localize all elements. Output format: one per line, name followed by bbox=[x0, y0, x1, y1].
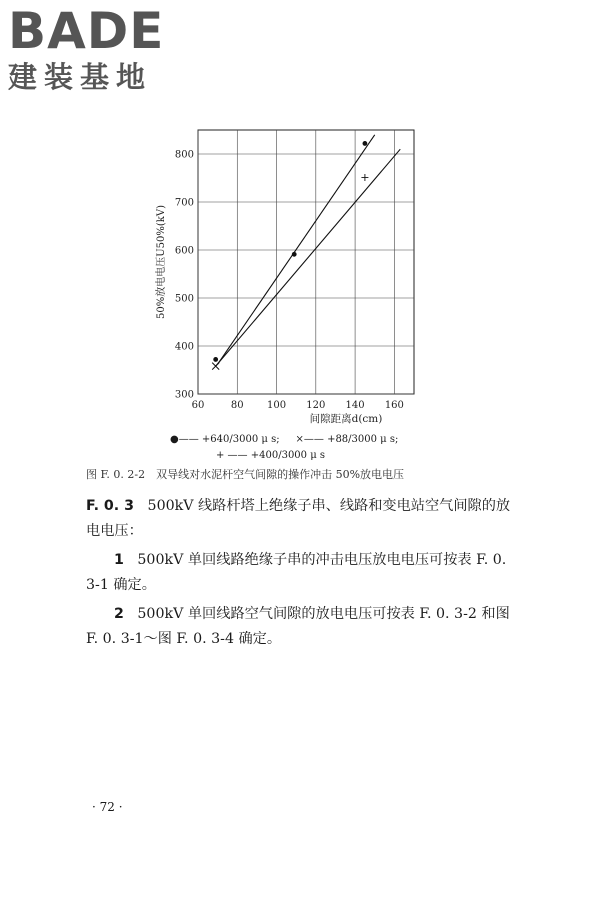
item-2-paragraph bbox=[86, 602, 516, 652]
data-point-dot bbox=[292, 252, 297, 257]
y-tick-label: 700 bbox=[174, 197, 194, 209]
section-paragraph bbox=[86, 494, 516, 544]
legend-row-2 bbox=[170, 448, 450, 464]
item-1-number: 1 bbox=[114, 552, 124, 568]
logo-wordmark: BADE bbox=[8, 2, 165, 60]
fit-line-series-1 bbox=[218, 135, 375, 364]
item-2-text: 500kV 单回线路空气间隙的放电电压可按表 F. 0. 3-2 和图 F. 0. 3-1～图 F. 0. 3-4 确定。 bbox=[86, 606, 510, 647]
x-tick-label: 160 bbox=[384, 400, 404, 411]
legend-plus-icon: + —— bbox=[216, 450, 248, 461]
item-2-number: 2 bbox=[114, 606, 124, 622]
data-point-plus bbox=[361, 174, 368, 181]
y-tick-label: 300 bbox=[174, 389, 194, 401]
y-axis-label: 50%放电电压U50%(kV) bbox=[156, 205, 167, 319]
y-tick-label: 500 bbox=[174, 293, 194, 305]
x-tick-label: 120 bbox=[306, 400, 326, 411]
section-number: F. 0. 3 bbox=[86, 498, 135, 514]
y-tick-label: 600 bbox=[174, 245, 194, 257]
y-tick-label: 400 bbox=[174, 341, 194, 353]
item-1-paragraph bbox=[86, 548, 516, 598]
x-tick-label: 60 bbox=[191, 400, 205, 411]
chart-legend bbox=[170, 432, 450, 464]
plot-frame bbox=[198, 130, 414, 394]
x-tick-label: 140 bbox=[345, 400, 365, 411]
page-number: · 72 · bbox=[92, 800, 123, 814]
document-body bbox=[86, 494, 516, 652]
data-point-dot bbox=[213, 357, 218, 362]
legend-label-88: +88/3000 μ s; bbox=[327, 434, 399, 445]
figure-caption: 图 F. 0. 2-2 双导线对水泥杆空气间隙的操作冲击 50%放电电压 bbox=[86, 468, 405, 481]
y-tick-label: 800 bbox=[174, 149, 194, 161]
x-tick-label: 100 bbox=[266, 400, 287, 411]
legend-cross-icon: ×—— bbox=[295, 434, 324, 445]
watermark-logo bbox=[8, 2, 178, 94]
discharge-voltage-chart bbox=[150, 122, 440, 462]
x-tick-label: 80 bbox=[230, 400, 244, 411]
section-title: 500kV 线路杆塔上绝缘子串、线路和变电站空气间隙的放电电压： bbox=[86, 498, 511, 539]
legend-dot-icon: ●—— bbox=[170, 434, 199, 445]
legend-label-400: +400/3000 μ s bbox=[250, 450, 326, 461]
legend-row-1 bbox=[170, 432, 450, 448]
item-1-text: 500kV 单回线路绝缘子串的冲击电压放电电压可按表 F. 0. 3-1 确定。 bbox=[86, 552, 507, 593]
data-point-dot bbox=[363, 141, 368, 146]
legend-label-640: +640/3000 μ s; bbox=[201, 434, 280, 445]
chart-canvas bbox=[150, 122, 440, 432]
fit-line-series-3 bbox=[216, 149, 401, 366]
x-axis-label: 间隙距离d(cm) bbox=[309, 413, 383, 425]
logo-chinese-text: 建装基地 bbox=[8, 60, 153, 94]
